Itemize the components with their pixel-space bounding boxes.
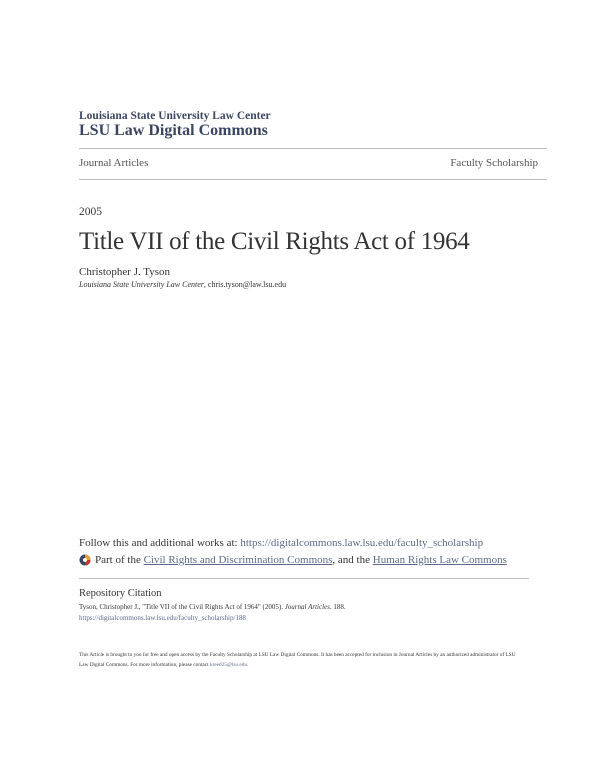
part-of-prefix: Part of the [95,554,141,566]
author-email[interactable]: , chris.tyson@law.lsu.edu [203,280,287,289]
follow-line [79,537,483,549]
citation-body: Tyson, Christopher J., "Title VII of the Civil Rights Act of 1964" (2005). [79,603,285,611]
faculty-scholarship-link[interactable]: Faculty Scholarship [450,157,538,169]
citation-journal: Journal Articles [284,603,330,611]
publication-year: 2005 [79,206,102,218]
contact-email-link[interactable]: kreed25@lsu.edu [209,662,248,668]
part-of-middle: , and the [332,554,370,566]
follow-url-link[interactable]: https://digitalcommons.law.lsu.edu/faculty_scholarship [240,537,484,549]
civil-rights-commons-link[interactable]: Civil Rights and Discrimination Commons [143,554,333,566]
repository-citation-heading: Repository Citation [79,588,162,599]
header-rule-top [79,148,547,149]
author-name: Christopher J. Tyson [79,266,171,278]
author-affiliation [79,280,286,289]
human-rights-commons-link[interactable]: Human Rights Law Commons [372,554,507,566]
citation-text [79,603,346,611]
article-title: Title VII of the Civil Rights Act of 1964 [79,228,470,255]
journal-articles-link[interactable]: Journal Articles [79,157,149,169]
notice-text: This Article is brought to you for free and open access by the Faculty Scholarship at LSU Law Digital Commons. It has been accepted for inclusion in Journal Articles by an authorized administrator of LSU Law Digital Commons. For more information, please contact [79,652,516,668]
notice-end: . [247,662,249,668]
network-icon [79,554,91,566]
part-of-line [79,554,507,566]
header-rule-bottom [79,179,547,180]
citation-url-link[interactable]: https://digitalcommons.law.lsu.edu/faculty_scholarship/188 [79,614,246,622]
repository-name: LSU Law Digital Commons [79,122,268,139]
follow-prefix: Follow this and additional works at: [79,537,241,549]
access-notice [79,650,519,670]
citation-suffix: . 188. [329,603,346,611]
institution-name: Louisiana State University Law Center [79,110,271,122]
citation-rule [79,578,529,579]
affiliation-institution: Louisiana State University Law Center [79,280,204,289]
